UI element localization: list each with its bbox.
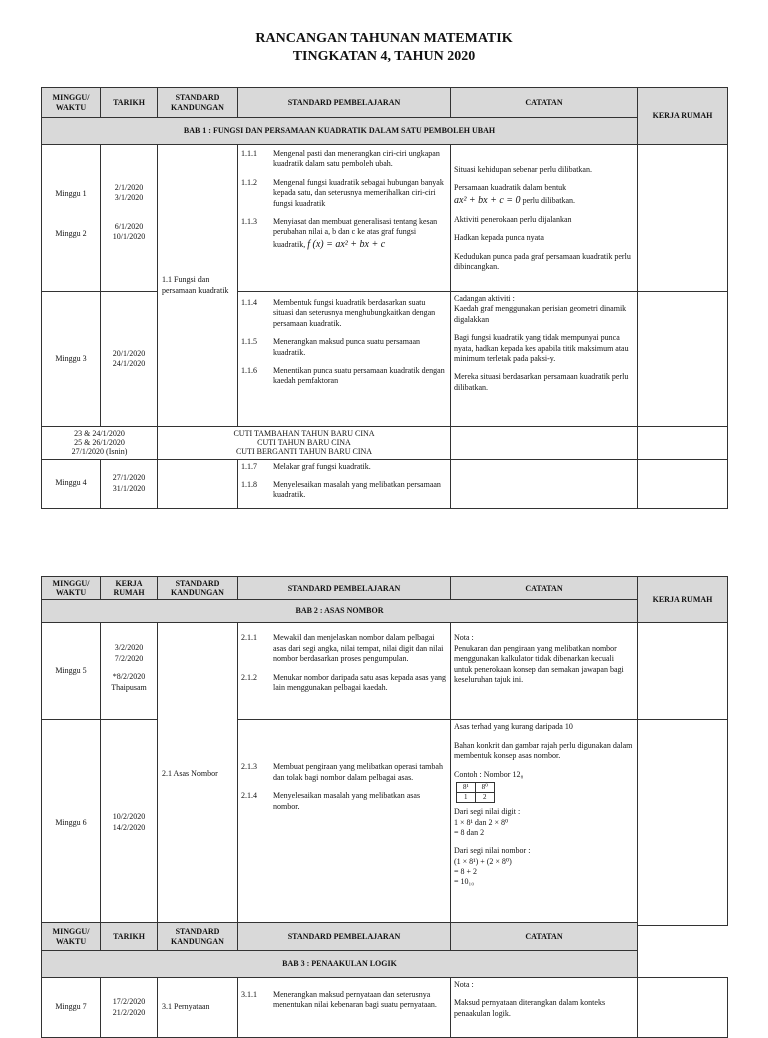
col-header: CATATAN [451, 923, 638, 951]
standard-kandungan: 1.1 Fungsi dan persamaan kuadratik [158, 145, 238, 427]
standard-kandungan: 2.1 Asas Nombor [158, 623, 238, 926]
col-header: STANDARD PEMBELAJARAN [238, 88, 451, 118]
plan-table-bab3 [41, 922, 728, 1038]
col-header: TARIKH [101, 88, 158, 118]
col-header: STANDARD KANDUNGAN [158, 577, 238, 600]
col-header: MINGGU/ WAKTU [42, 577, 101, 600]
standard-kandungan: 3.1 Pernyataan [158, 978, 238, 1038]
date-cell: 3/2/2020 7/2/2020 *8/2/2020 Thaipusam [101, 623, 158, 720]
standard-pembelajaran: 2.1.3 Membuat pengiraan yang melibatkan operasi tambah dan tolak bagi nombor dalam pelbagai asas. 2.1.4 Menyelesaikan masalah yang melibatkan asas nombor. [238, 720, 451, 926]
col-header: TARIKH [101, 923, 158, 951]
col-header: KERJA RUMAH [101, 577, 158, 600]
standard-pembelajaran: 1.1.1 Mengenal pasti dan menerangkan ciri-ciri ungkapan kuadratik dalam satu pemboleh ubah. 1.1.2 Mengenal fungsi kuadratik sebagai hubungan banyak kepada satu, dan seterusnya memerihalkan ciri-ciri fungsi kuadratik 1.1.3 Menyiasat dan membuat generalisasi tentang kesan perubahan nilai a, b dan c ke atas graf fungsi kuadratik, f (x) = ax² + bx + c [238, 145, 451, 292]
col-header: KERJA RUMAH [638, 577, 728, 623]
chapter-heading: BAB 3 : PENAAKULAN LOGIK [42, 951, 638, 978]
plan-table-bab2 [41, 576, 728, 926]
week-cell: Minggu 4 [42, 459, 101, 508]
catatan: Nota : Penukaran dan pengiraan yang melibatkan nombor menggunakan kalkulator tidak dibenarkan kecuali untuk penerokaan konsep dan semakan jawapan bagi keseluruhan tajuk ini. [451, 623, 638, 720]
col-header: STANDARD KANDUNGAN [158, 923, 238, 951]
col-header: STANDARD PEMBELAJARAN [238, 923, 451, 951]
kerja-rumah-cell [638, 292, 728, 427]
date-cell: 27/1/2020 31/1/2020 [101, 459, 158, 508]
week-cell: Minggu 5 [42, 623, 101, 720]
col-header: STANDARD PEMBELAJARAN [238, 577, 451, 600]
kerja-rumah-cell [638, 145, 728, 292]
date-cell: 10/2/2020 14/2/2020 [101, 720, 158, 926]
standard-pembelajaran: 2.1.1 Mewakil dan menjelaskan nombor dalam pelbagai asas dari segi angka, nilai tempat, nilai digit dan nilai nombor berdasarkan proses pengumpulan. 2.1.2 Menukar nombor daripada satu asas kepada asas yang lain menggunakan pelbagai kaedah. [238, 623, 451, 720]
place-value-table: 8¹ 8⁰ 1 2 [456, 782, 495, 803]
col-header: CATATAN [451, 577, 638, 600]
catatan: Asas terhad yang kurang daripada 10 Bahan konkrit dan gambar rajah perlu digunakan dalam membentuk konsep asas nombor. Contoh : Nombor 12₈ 8¹ 8⁰ 1 2 Dari segi nilai digit : 1 × 8¹ dan 2 × 8⁰ = 8 dan 2 Dari segi nilai nombor : (1 × 8¹) + (2 × 8⁰) = 8 + 2 = 10₁₀ [451, 720, 638, 926]
kerja-rumah-cell [638, 623, 728, 720]
standard-pembelajaran: 1.1.7 Melakar graf fungsi kuadratik. 1.1.8 Menyelesaikan masalah yang melibatkan persamaan kuadratik. [238, 459, 451, 508]
chapter-heading: BAB 1 : FUNGSI DAN PERSAMAAN KUADRATIK DALAM SATU PEMBOLEH UBAH [42, 118, 638, 145]
date-cell: 2/1/2020 3/1/2020 6/1/2020 10/1/2020 [101, 145, 158, 292]
col-header: STANDARD KANDUNGAN [158, 88, 238, 118]
kerja-rumah-cell [638, 720, 728, 926]
standard-pembelajaran: 3.1.1 Menerangkan maksud pernyataan dan seterusnya menentukan nilai kebenaran bagi suatu pernyataan. [238, 978, 451, 1038]
week-cell: Minggu 1 Minggu 2 [42, 145, 101, 292]
holiday-dates: 23 & 24/1/2020 25 & 26/1/2020 27/1/2020 (Isnin) [42, 427, 158, 460]
catatan: Situasi kehidupan sebenar perlu dilibatkan. Persamaan kuadratik dalam bentuk ax² + bx + c = 0 perlu dilibatkan. Aktiviti penerokaan perlu dijalankan Hadkan kepada punca nyata Kedudukan punca pada graf persamaan kuadratik perlu dibincangkan. [451, 145, 638, 292]
week-cell: Minggu 3 [42, 292, 101, 427]
doc-subtitle: TINGKATAN 4, TAHUN 2020 [292, 49, 476, 64]
date-cell: 20/1/2020 24/1/2020 [101, 292, 158, 427]
col-header: KERJA RUMAH [638, 88, 728, 145]
catatan: Nota : Maksud pernyataan diterangkan dalam konteks penaakulan logik. [451, 978, 638, 1038]
col-header: MINGGU/ WAKTU [42, 923, 101, 951]
chapter-heading: BAB 2 : ASAS NOMBOR [42, 600, 638, 623]
date-cell: 17/2/2020 21/2/2020 [101, 978, 158, 1038]
catatan: Cadangan aktiviti : Kaedah graf menggunakan perisian geometri dinamik digalakkan Bagi fungsi kuadratik yang tidak mempunyai punca nyata, hadkan kepada kes apabila titik maksimum atau minimum terletak pada paksi-y. Mereka situasi berdasarkan persamaan kuadratik perlu dilibatkan. [451, 292, 638, 427]
week-cell: Minggu 6 [42, 720, 101, 926]
holiday-names: CUTI TAMBAHAN TAHUN BARU CINA CUTI TAHUN BARU CINA CUTI BERGANTI TAHUN BARU CINA [158, 427, 451, 460]
doc-title: RANCANGAN TAHUNAN MATEMATIK [255, 31, 513, 46]
col-header: MINGGU/ WAKTU [42, 88, 101, 118]
plan-table-bab1 [41, 87, 728, 509]
kerja-rumah-cell [638, 978, 728, 1038]
col-header: CATATAN [451, 88, 638, 118]
standard-pembelajaran: 1.1.4 Membentuk fungsi kuadratik berdasarkan suatu situasi dan seterusnya menghubungkaitkan dengan persamaan kuadratik. 1.1.5 Menerangkan maksud punca suatu persamaan kuadratik. 1.1.6 Menentikan punca suatu persamaan kuadratik dengan kaedah pemfaktoran [238, 292, 451, 427]
week-cell: Minggu 7 [42, 978, 101, 1038]
